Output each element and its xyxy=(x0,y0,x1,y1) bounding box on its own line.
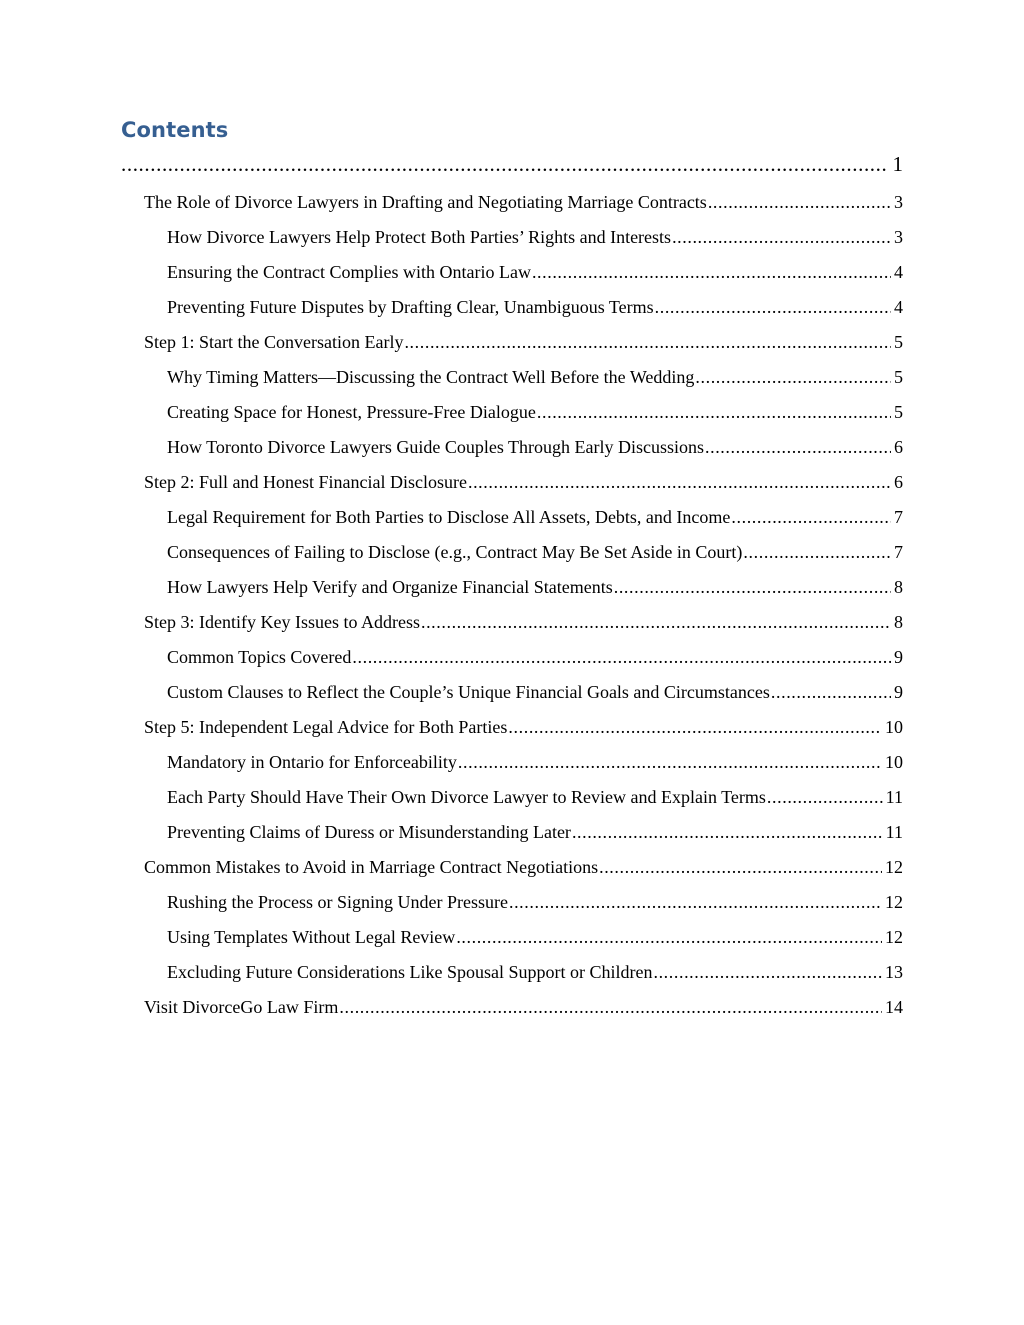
toc-entry[interactable] xyxy=(144,612,903,633)
page-title: Contents xyxy=(121,118,229,142)
toc-entry[interactable] xyxy=(167,647,903,668)
toc-page-number: 6 xyxy=(894,437,903,457)
dot-leader xyxy=(672,227,891,248)
toc-entry[interactable] xyxy=(167,577,903,598)
toc-page-number: 5 xyxy=(894,332,903,352)
dot-leader xyxy=(599,857,882,878)
dot-leader xyxy=(508,717,882,738)
dot-leader xyxy=(458,752,882,773)
dot-leader xyxy=(509,892,882,913)
dot-leader xyxy=(767,787,883,808)
toc-entry-title: How Divorce Lawyers Help Protect Both Parties’ Rights and Interests xyxy=(167,227,672,247)
toc-entry[interactable] xyxy=(167,262,903,283)
toc-entry-title: Step 2: Full and Honest Financial Disclosure xyxy=(144,472,467,492)
toc-entry-title: Preventing Future Disputes by Drafting Clear, Unambiguous Terms xyxy=(167,297,654,317)
toc-entry-title: How Lawyers Help Verify and Organize Financial Statements xyxy=(167,577,613,597)
toc-entry[interactable] xyxy=(144,472,903,493)
toc-entry-title: Common Mistakes to Avoid in Marriage Contract Negotiations xyxy=(144,857,599,877)
toc-page-number: 1 xyxy=(892,152,903,176)
dot-leader xyxy=(731,507,891,528)
toc-page-number: 13 xyxy=(885,962,903,982)
toc-entry-title: Using Templates Without Legal Review xyxy=(167,927,456,947)
toc-entry[interactable] xyxy=(167,892,903,913)
toc-entry-title: The Role of Divorce Lawyers in Drafting and Negotiating Marriage Contracts xyxy=(144,192,707,212)
dot-leader xyxy=(537,402,891,423)
toc-entry-title: Why Timing Matters—Discussing the Contract Well Before the Wedding xyxy=(167,367,695,387)
toc-page-number: 14 xyxy=(885,997,903,1017)
toc-entry[interactable] xyxy=(144,192,903,213)
toc-page-number: 8 xyxy=(894,612,903,632)
toc-entry-title: Excluding Future Considerations Like Spousal Support or Children xyxy=(167,962,653,982)
toc-entry-title: Legal Requirement for Both Parties to Disclose All Assets, Debts, and Income xyxy=(167,507,731,527)
toc-entry-title: Creating Space for Honest, Pressure-Free Dialogue xyxy=(167,402,536,422)
toc-page-number: 7 xyxy=(894,542,903,562)
toc-entry[interactable] xyxy=(144,997,903,1018)
toc-entry-top[interactable] xyxy=(121,152,903,177)
toc-entry[interactable] xyxy=(167,787,903,808)
toc-page-number: 4 xyxy=(894,262,903,282)
toc-page-number: 7 xyxy=(894,507,903,527)
dot-leader xyxy=(352,647,891,668)
dot-leader xyxy=(695,367,891,388)
dot-leader xyxy=(404,332,891,353)
dot-leader xyxy=(468,472,891,493)
toc-page-number: 10 xyxy=(885,717,903,737)
dot-leader xyxy=(655,297,891,318)
toc-entry[interactable] xyxy=(167,927,903,948)
dot-leader xyxy=(121,152,887,177)
toc-page-number: 12 xyxy=(885,857,903,877)
toc-entry-title: Visit DivorceGo Law Firm xyxy=(144,997,339,1017)
toc-entry-title: Step 3: Identify Key Issues to Address xyxy=(144,612,420,632)
dot-leader xyxy=(653,962,882,983)
toc-page-number: 5 xyxy=(894,367,903,387)
toc-entry-title: Step 5: Independent Legal Advice for Both Parties xyxy=(144,717,508,737)
toc-page-number: 6 xyxy=(894,472,903,492)
dot-leader xyxy=(421,612,891,633)
toc-entry[interactable] xyxy=(167,542,903,563)
toc-page-number: 4 xyxy=(894,297,903,317)
toc-page-number: 9 xyxy=(894,647,903,667)
dot-leader xyxy=(771,682,891,703)
toc-entry-title: Step 1: Start the Conversation Early xyxy=(144,332,404,352)
toc-entry[interactable] xyxy=(167,752,903,773)
toc-page-number: 12 xyxy=(885,927,903,947)
dot-leader xyxy=(339,997,882,1018)
toc-entry[interactable] xyxy=(167,507,903,528)
toc-page-number: 11 xyxy=(885,787,903,807)
toc-entry[interactable] xyxy=(167,367,903,388)
dot-leader xyxy=(743,542,891,563)
toc-entry-title: Rushing the Process or Signing Under Pressure xyxy=(167,892,508,912)
toc-page-number: 3 xyxy=(894,192,903,212)
toc-entry[interactable] xyxy=(167,402,903,423)
toc-page-number: 8 xyxy=(894,577,903,597)
toc-entry-title: Mandatory in Ontario for Enforceability xyxy=(167,752,457,772)
toc-entry[interactable] xyxy=(167,227,903,248)
toc-entry-title: Common Topics Covered xyxy=(167,647,352,667)
toc-entry[interactable] xyxy=(167,297,903,318)
toc-page-number: 10 xyxy=(885,752,903,772)
dot-leader xyxy=(572,822,883,843)
dot-leader xyxy=(532,262,891,283)
dot-leader xyxy=(614,577,891,598)
toc-entry[interactable] xyxy=(167,822,903,843)
toc-entry[interactable] xyxy=(144,717,903,738)
dot-leader xyxy=(708,192,891,213)
toc-page-number: 5 xyxy=(894,402,903,422)
dot-leader xyxy=(705,437,891,458)
toc-entry-title: Custom Clauses to Reflect the Couple’s Unique Financial Goals and Circumstances xyxy=(167,682,770,702)
toc-entry[interactable] xyxy=(167,682,903,703)
toc-entry-title: Preventing Claims of Duress or Misunderstanding Later xyxy=(167,822,571,842)
toc-entry-title: How Toronto Divorce Lawyers Guide Couples Through Early Discussions xyxy=(167,437,704,457)
toc-entry-title: Consequences of Failing to Disclose (e.g., Contract May Be Set Aside in Court) xyxy=(167,542,743,562)
toc-entry[interactable] xyxy=(144,857,903,878)
dot-leader xyxy=(456,927,882,948)
toc-page-number: 12 xyxy=(885,892,903,912)
toc-page-number: 11 xyxy=(885,822,903,842)
toc-entry[interactable] xyxy=(144,332,903,353)
toc-entry-title: Each Party Should Have Their Own Divorce Lawyer to Review and Explain Terms xyxy=(167,787,766,807)
toc-page-number: 3 xyxy=(894,227,903,247)
toc-page-number: 9 xyxy=(894,682,903,702)
toc-entry[interactable] xyxy=(167,962,903,983)
toc-entry-title: Ensuring the Contract Complies with Ontario Law xyxy=(167,262,531,282)
toc-entry[interactable] xyxy=(167,437,903,458)
